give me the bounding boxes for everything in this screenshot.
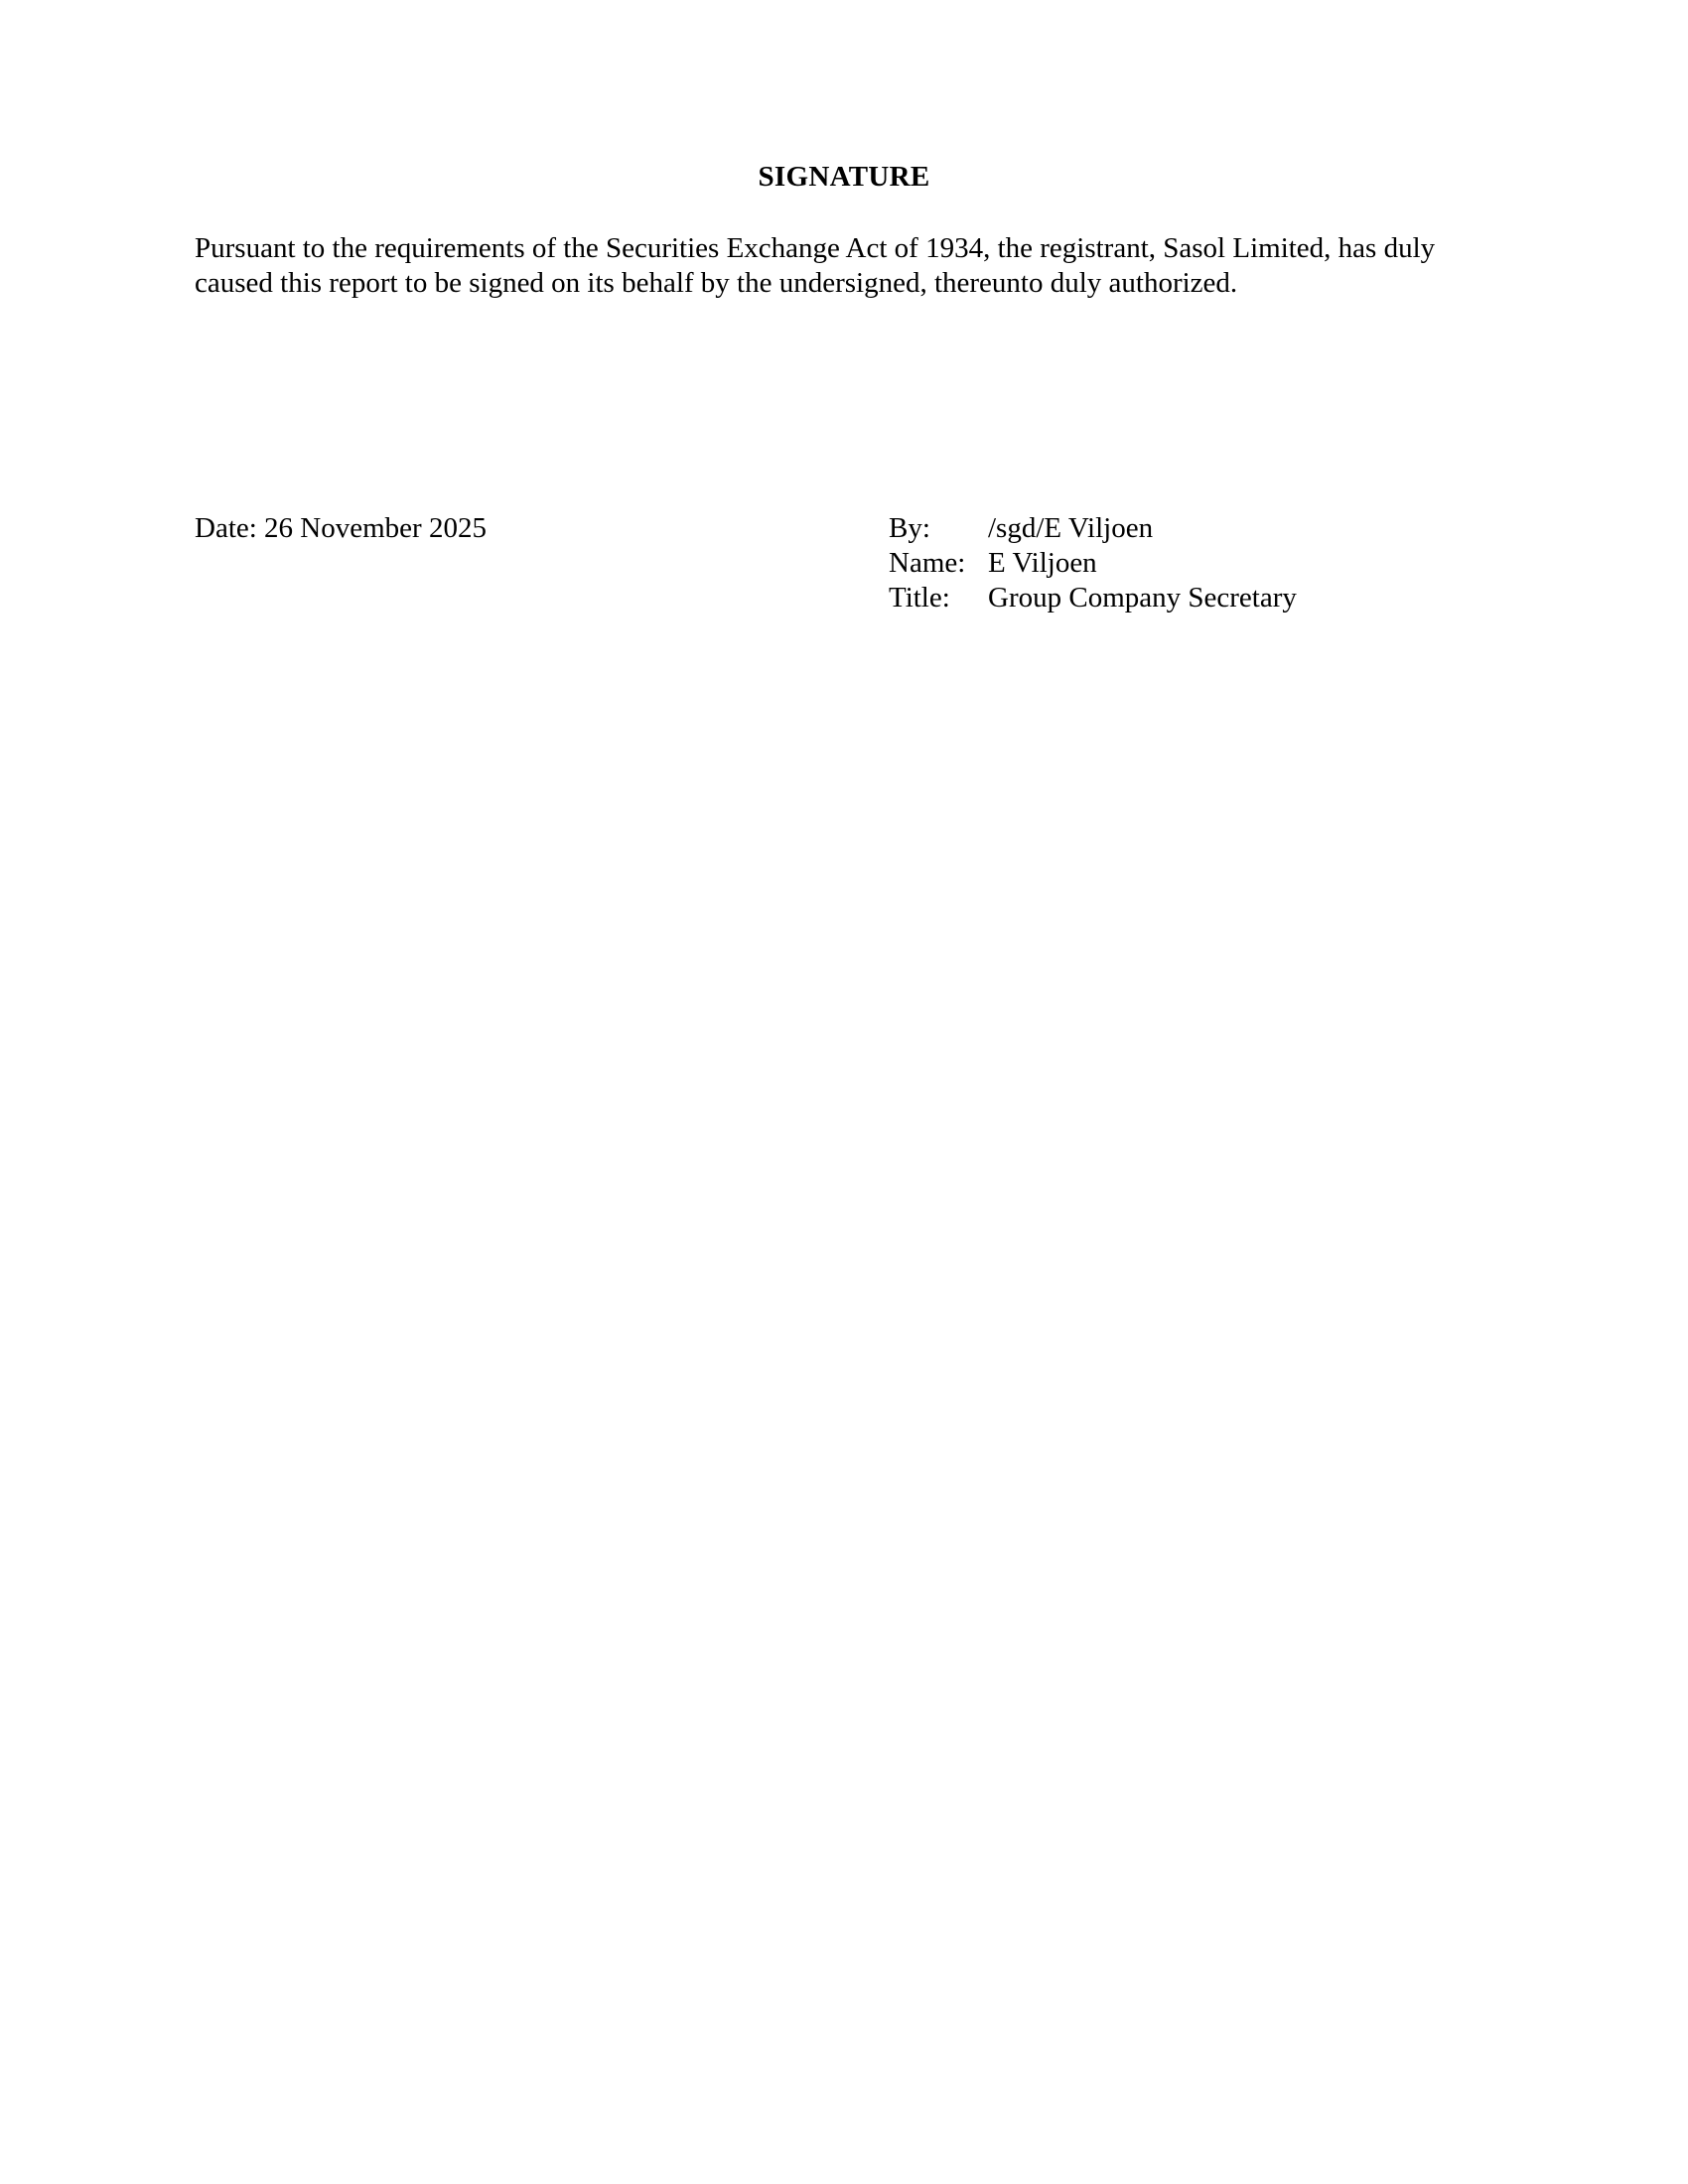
- signature-by-row: [889, 511, 1297, 546]
- signature-name-value: E Viljoen: [988, 547, 1097, 579]
- signature-title-label: Title:: [889, 582, 950, 614]
- signature-date: Date: 26 November 2025: [195, 512, 487, 544]
- attestation-paragraph: Pursuant to the requirements of the Securities Exchange Act of 1934, the registrant, Sasol Limited, has duly caused this report to be signed on its behalf by the undersigned, thereunto duly authorized.: [195, 232, 1436, 299]
- signature-title-row: [889, 581, 1297, 615]
- signature-title-value: Group Company Secretary: [988, 582, 1297, 614]
- signature-by-value: /sgd/E Viljoen: [988, 512, 1154, 544]
- signature-name-label: Name:: [889, 547, 966, 579]
- page-title: SIGNATURE: [758, 161, 930, 193]
- signature-block: [889, 511, 1297, 615]
- signature-name-row: [889, 546, 1297, 581]
- signature-by-label: By:: [889, 512, 930, 544]
